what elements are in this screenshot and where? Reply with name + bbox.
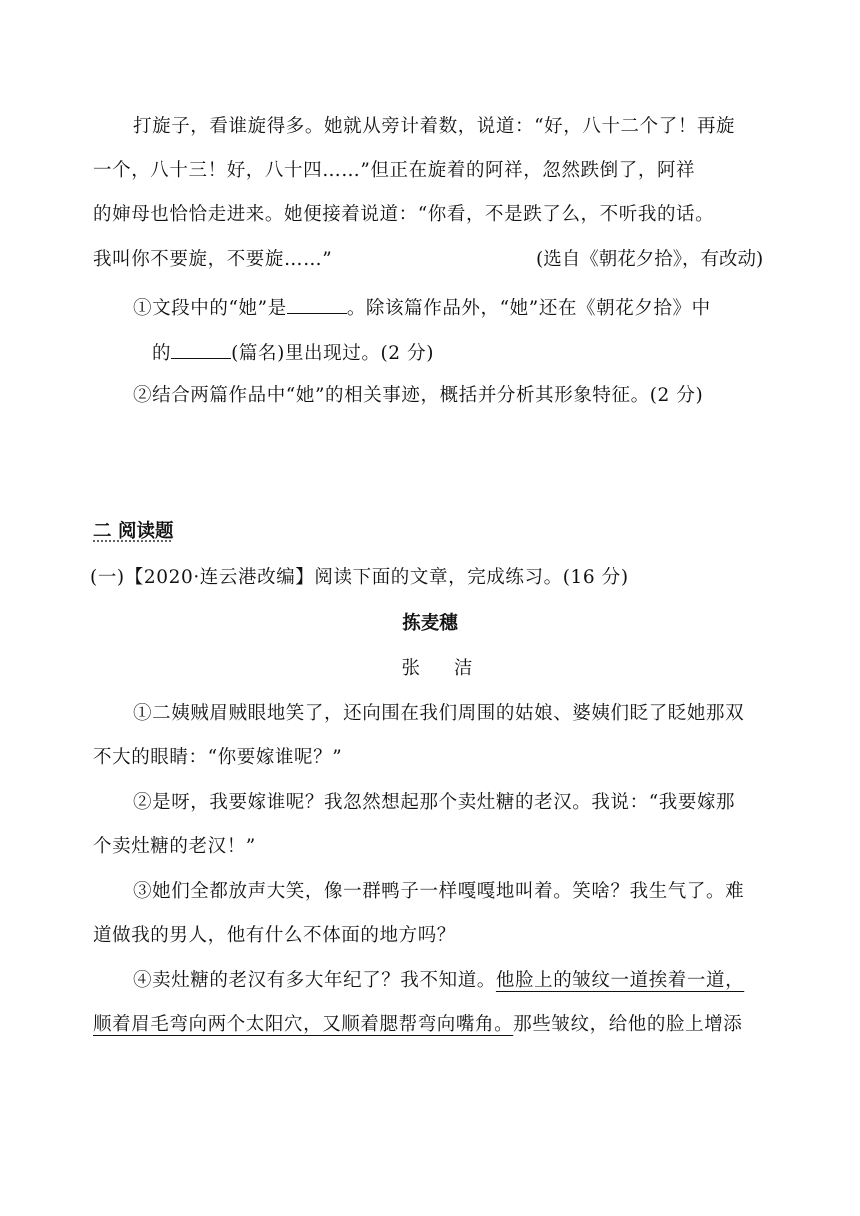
passage-line-4: 我叫你不要旋，不要旋……” (93, 249, 333, 270)
article-title: 拣麦穗 (402, 613, 458, 634)
article-author: 张 洁 (401, 658, 487, 679)
article-p4-text-b: 那些皱纹，给他的脸上增添 (513, 1014, 743, 1035)
article-p3-line-1: ③她们全都放声大笑，像一群鸭子一样嘎嘎地叫着。笑啥？我生气了。难 (133, 881, 745, 902)
question-1-text-c: 的 (152, 343, 172, 364)
question-1-line-1 (133, 295, 711, 321)
answer-blank-1[interactable] (287, 295, 347, 314)
underlined-sentence-part-2: 顺着眉毛弯向两个太阳穴，又顺着腮帮弯向嘴角。 (93, 1014, 514, 1035)
question-1-text-d: (篇名)里出现过。(2 分) (231, 343, 435, 364)
question-1-text-b: 。除该篇作品外，“她”还在《朝花夕拾》中 (346, 298, 711, 319)
passage-line-1: 打旋子，看谁旋得多。她就从旁计着数，说道：“好，八十二个了！再旋 (133, 116, 736, 137)
article-p4-text-a: ④卖灶糖的老汉有多大年纪了？我不知道。 (133, 970, 496, 991)
article-p1-line-1: ①二姨贼眉贼眼地笑了，还向围在我们周围的姑娘、婆姨们眨了眨她那双 (133, 703, 745, 724)
article-p2-line-1: ②是呀，我要嫁谁呢？我忽然想起那个卖灶糖的老汉。我说：“我要嫁那 (133, 792, 736, 813)
article-p4-line-1 (133, 969, 744, 993)
article-p3-line-2: 道做我的男人，他有什么不体面的地方吗？ (93, 925, 456, 946)
answer-blank-2[interactable] (171, 340, 231, 359)
question-2: ②结合两篇作品中“她”的相关事迹，概括并分析其形象特征。(2 分) (133, 385, 704, 406)
passage-line-2: 一个，八十三！好，八十四……”但正在旋着的阿祥，忽然跌倒了，阿祥 (93, 160, 696, 181)
section-heading: 二 阅读题 (93, 521, 174, 542)
section-intro: (一)【2020·连云港改编】阅读下面的文章，完成练习。(16 分) (90, 567, 629, 588)
underlined-sentence-part-1: 他脸上的皱纹一道挨着一道， (495, 970, 745, 991)
passage-line-3: 的婶母也恰恰走进来。她便接着说道：“你看，不是跌了么，不听我的话。 (93, 204, 715, 225)
question-1-line-2 (152, 340, 434, 366)
article-p1-line-2: 不大的眼睛：“你要嫁谁呢？” (93, 747, 343, 768)
article-p2-line-2: 个卖灶糖的老汉！” (93, 836, 256, 857)
passage-source: (选自《朝花夕拾》，有改动) (536, 249, 764, 270)
article-p4-line-2 (93, 1013, 742, 1037)
question-1-text-a: ①文段中的“她”是 (133, 298, 287, 319)
